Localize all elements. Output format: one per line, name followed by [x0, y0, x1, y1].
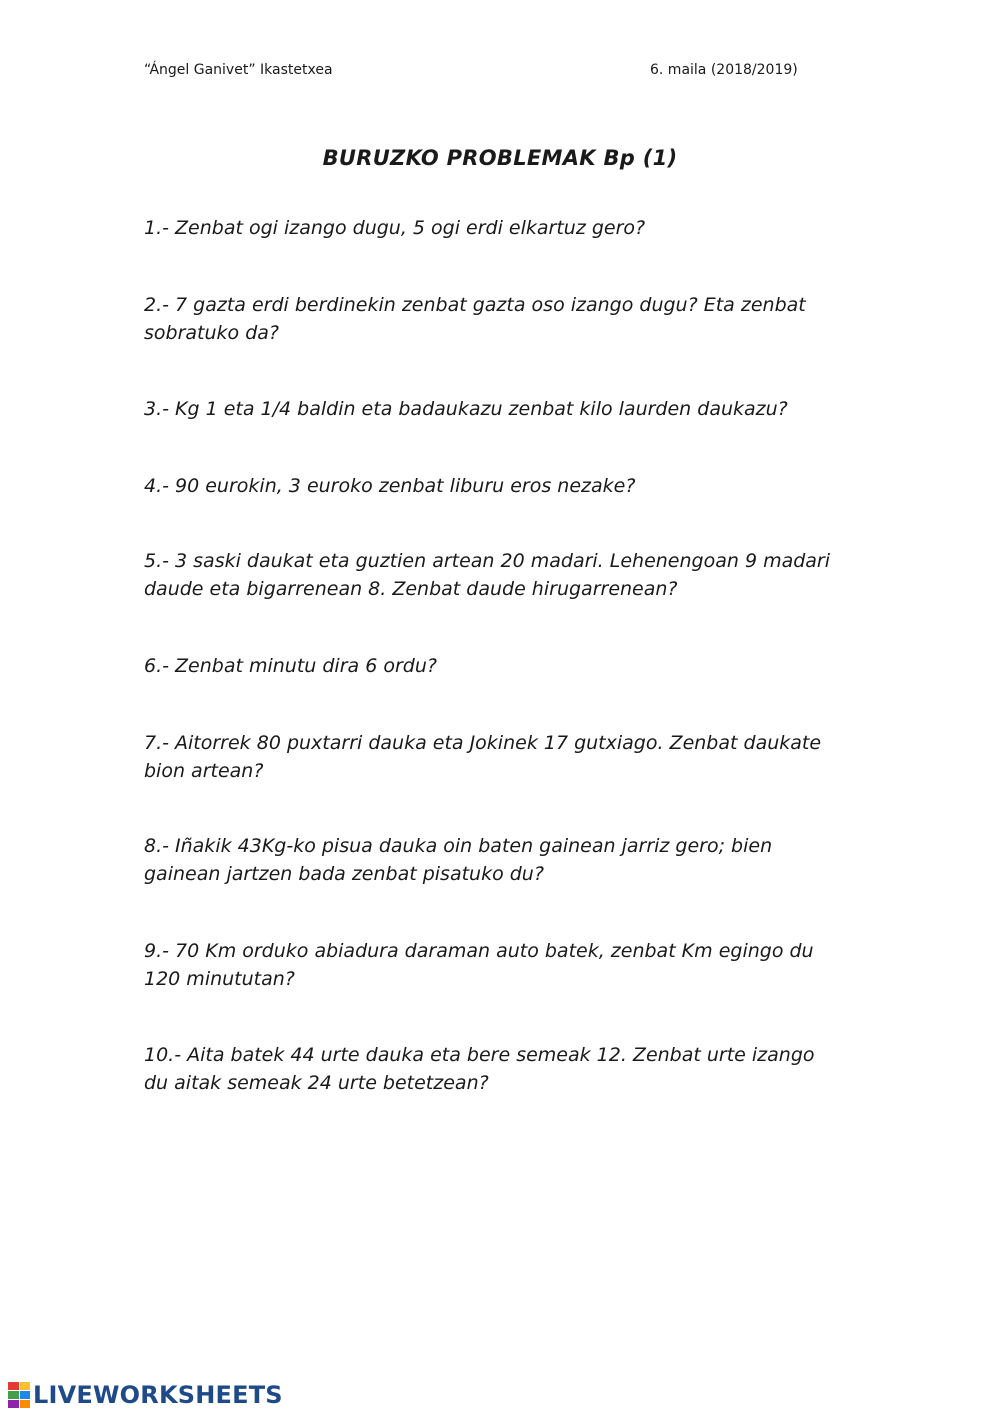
liveworksheets-logo-icon: [8, 1382, 30, 1408]
problem-item: 3.- Kg 1 eta 1/4 baldin eta badaukazu zenbat kilo laurden daukazu?: [144, 398, 788, 420]
problem-item: 7.- Aitorrek 80 puxtarri dauka eta Jokinek 17 gutxiago. Zenbat daukate bion artean?: [144, 732, 822, 782]
problem-item: 10.- Aita batek 44 urte dauka eta bere semeak 12. Zenbat urte izango du aitak semeak 24 urte betetzean?: [144, 1044, 815, 1094]
problem-item: 9.- 70 Km orduko abiadura daraman auto batek, zenbat Km egingo du 120 minututan?: [144, 940, 814, 990]
liveworksheets-logo: [8, 1380, 283, 1410]
problem-item: 5.- 3 saski daukat eta guztien artean 20 madari. Lehenengoan 9 madari daude eta bigarrenean 8. Zenbat daude hirugarrenean?: [144, 550, 831, 600]
problem-item: 6.- Zenbat minutu dira 6 ordu?: [144, 655, 437, 677]
page-title: BURUZKO PROBLEMAK Bp (1): [322, 146, 678, 170]
problem-item: 8.- Iñakik 43Kg-ko pisua dauka oin baten gainean jarriz gero; bien gainean jartzen bada zenbat pisatuko du?: [144, 835, 773, 885]
problem-item: 1.- Zenbat ogi izango dugu, 5 ogi erdi elkartuz gero?: [144, 217, 646, 239]
school-name: “Ángel Ganivet” Ikastetxea: [144, 62, 333, 78]
grade-year: 6. maila (2018/2019): [650, 62, 798, 78]
problem-item: 2.- 7 gazta erdi berdinekin zenbat gazta oso izango dugu? Eta zenbat sobratuko da?: [144, 294, 806, 344]
problem-item: 4.- 90 eurokin, 3 euroko zenbat liburu eros nezake?: [144, 475, 636, 497]
logo-text: LIVEWORKSHEETS: [33, 1381, 283, 1409]
